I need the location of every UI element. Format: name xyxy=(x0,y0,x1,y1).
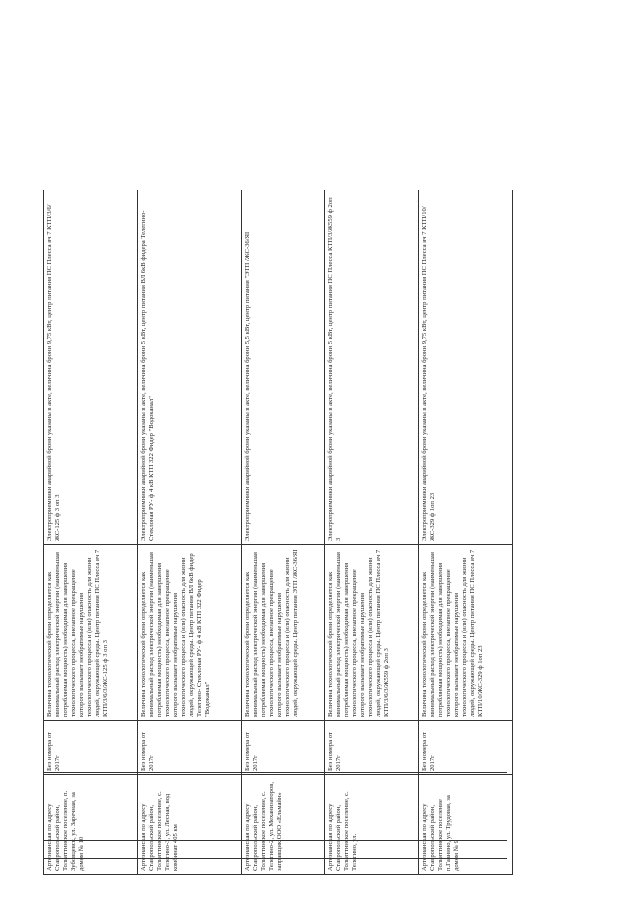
note-cell: Электроприемники аварийной брони указаны в акте, величина брони 5 кВт, центр питания ВЛ 6кВ фидера Телегино- Стеклоная РУ- ф 4 кВ КТП 322 Фидер "Водоканал" xyxy=(137,190,242,545)
note-cell: Электроприемники аварийной брони указаны в акте, величина брони 9,75 кВт, центр питания ПС Плесса яч 7 КТП/10/ЖС-329 ф 1оп 23 xyxy=(419,190,513,545)
act-cell: Без номера от 2017г xyxy=(137,721,242,775)
location-cell: Артезианская по адресу Ставропольский район, Тольяттинское поселение, с. Телегино-2, ул. Механизаторов, заправщик ООО «Ельмайн» xyxy=(242,775,325,875)
act-cell: Без номера от 2017г xyxy=(419,721,513,775)
location-cell: Артезианская по адресу Ставропольский район, Тольяттинское поселение, с. Телегино, ул. xyxy=(325,775,419,875)
description-cell: Величина технологической брони определяется как минимальный расход электрической энергии (наименьшая потребляемая мощность) необходимая для завершения технологического процесса, внезапное прекращение которого вызывает необратимые нарушения технологического процесса и (или) опасность для жизни людей, окружающей среды. Центр питания ВЛ 6кВ фидер Телегино- Стеклоная РУ- ф 4 кВ КТП 322 Фидер "Водоканал" xyxy=(137,545,242,721)
divider-line xyxy=(43,858,507,859)
note-cell: Электроприемники аварийной брони указаны в акте, величина брони 9,75 кВт, центр питания ПС Плесса яч 7 КТП/3/6/ЖС-125 ф 3 оп 3 xyxy=(44,190,138,545)
divider-line xyxy=(43,772,507,773)
act-cell: Без номера от 2017г xyxy=(242,721,325,775)
description-cell: Величина технологической брони определяется как минимальный расход электрической энергии (наименьшая потребляемая мощность) необходимая для завершения технологического процесса, внезапное прекращение которого вызывает необратимые нарушения технологического процесса и (или) опасность для жизни людей, окружающей среды. Центр питания ЭТП /ЖС-36/ЯI xyxy=(242,545,325,721)
note-cell: Электроприемники аварийной брони указаны в акте, величина брони 5,5 кВт, центр питания "ЭТП /ЖС-36/ЯI xyxy=(242,190,325,545)
note-cell: Электроприемники аварийной брони указаны в акте, величина брони 5 кВт, центр питания ПС Плесса КТП/3/Ж559 ф 2оп 3 xyxy=(325,190,419,545)
description-cell: Величина технологической брони определяется как минимальный расход электрической энергии (наименьшая потребляемая мощность) необходимая для завершения технологического процесса, внезапное прекращение которого вызывает необратимые нарушения технологического процесса и (или) опасность для жизни людей, окружающей среды. Центр питания ПС Плесса яч 7 КТП/3/6/3/Ж559 ф 2оп 3 xyxy=(325,545,419,721)
location-cell: Артезианская по адресу Ставропольский район, Тольяттинское поселение п.Гаанино, ул. Трудовая, за домом № 9 xyxy=(419,775,513,875)
description-cell: Величина технологической брони определяется как минимальный расход электрической энергии (наименьшая потребляемая мощность) необходимая для завершения технологического процесса, внезапное прекращение которого вызывает необратимые нарушения технологического процесса и (или) опасность для жизни людей, окружающей среды. Центр питания ПС Плесса яч 7 КТП/10/ЖС-329 ф 1оп 23 xyxy=(419,545,513,721)
act-cell: Без номера от 2017г xyxy=(325,721,419,775)
act-cell: Без номера от 2017г xyxy=(44,721,138,775)
location-cell: Артезианская по адресу Ставропольский район, Тольяттинское поселение, с. Телегино-3, ул. Лесная, вод комбинат 405 км xyxy=(137,775,242,875)
description-cell: Величина технологической брони определяется как минимальный расход электрической энергии (наименьшая потребляемая мощность) необходимая для завершения технологического процесса, внезапное прекращение которого вызывает необратимые нарушения технологического процесса и (или) опасность для жизни людей, окружающей среды. Центр питания ПС Плесса яч 7 КТП/3/6/3/ЖС-125 ф 3 оп 3 xyxy=(44,545,138,721)
location-cell: Артезианская по адресу Ставропольский район, Тольяттинское поселение, п. Зубовцевск, ул. Заречная, за домом № 10 xyxy=(44,775,138,875)
divider-line xyxy=(43,840,507,841)
